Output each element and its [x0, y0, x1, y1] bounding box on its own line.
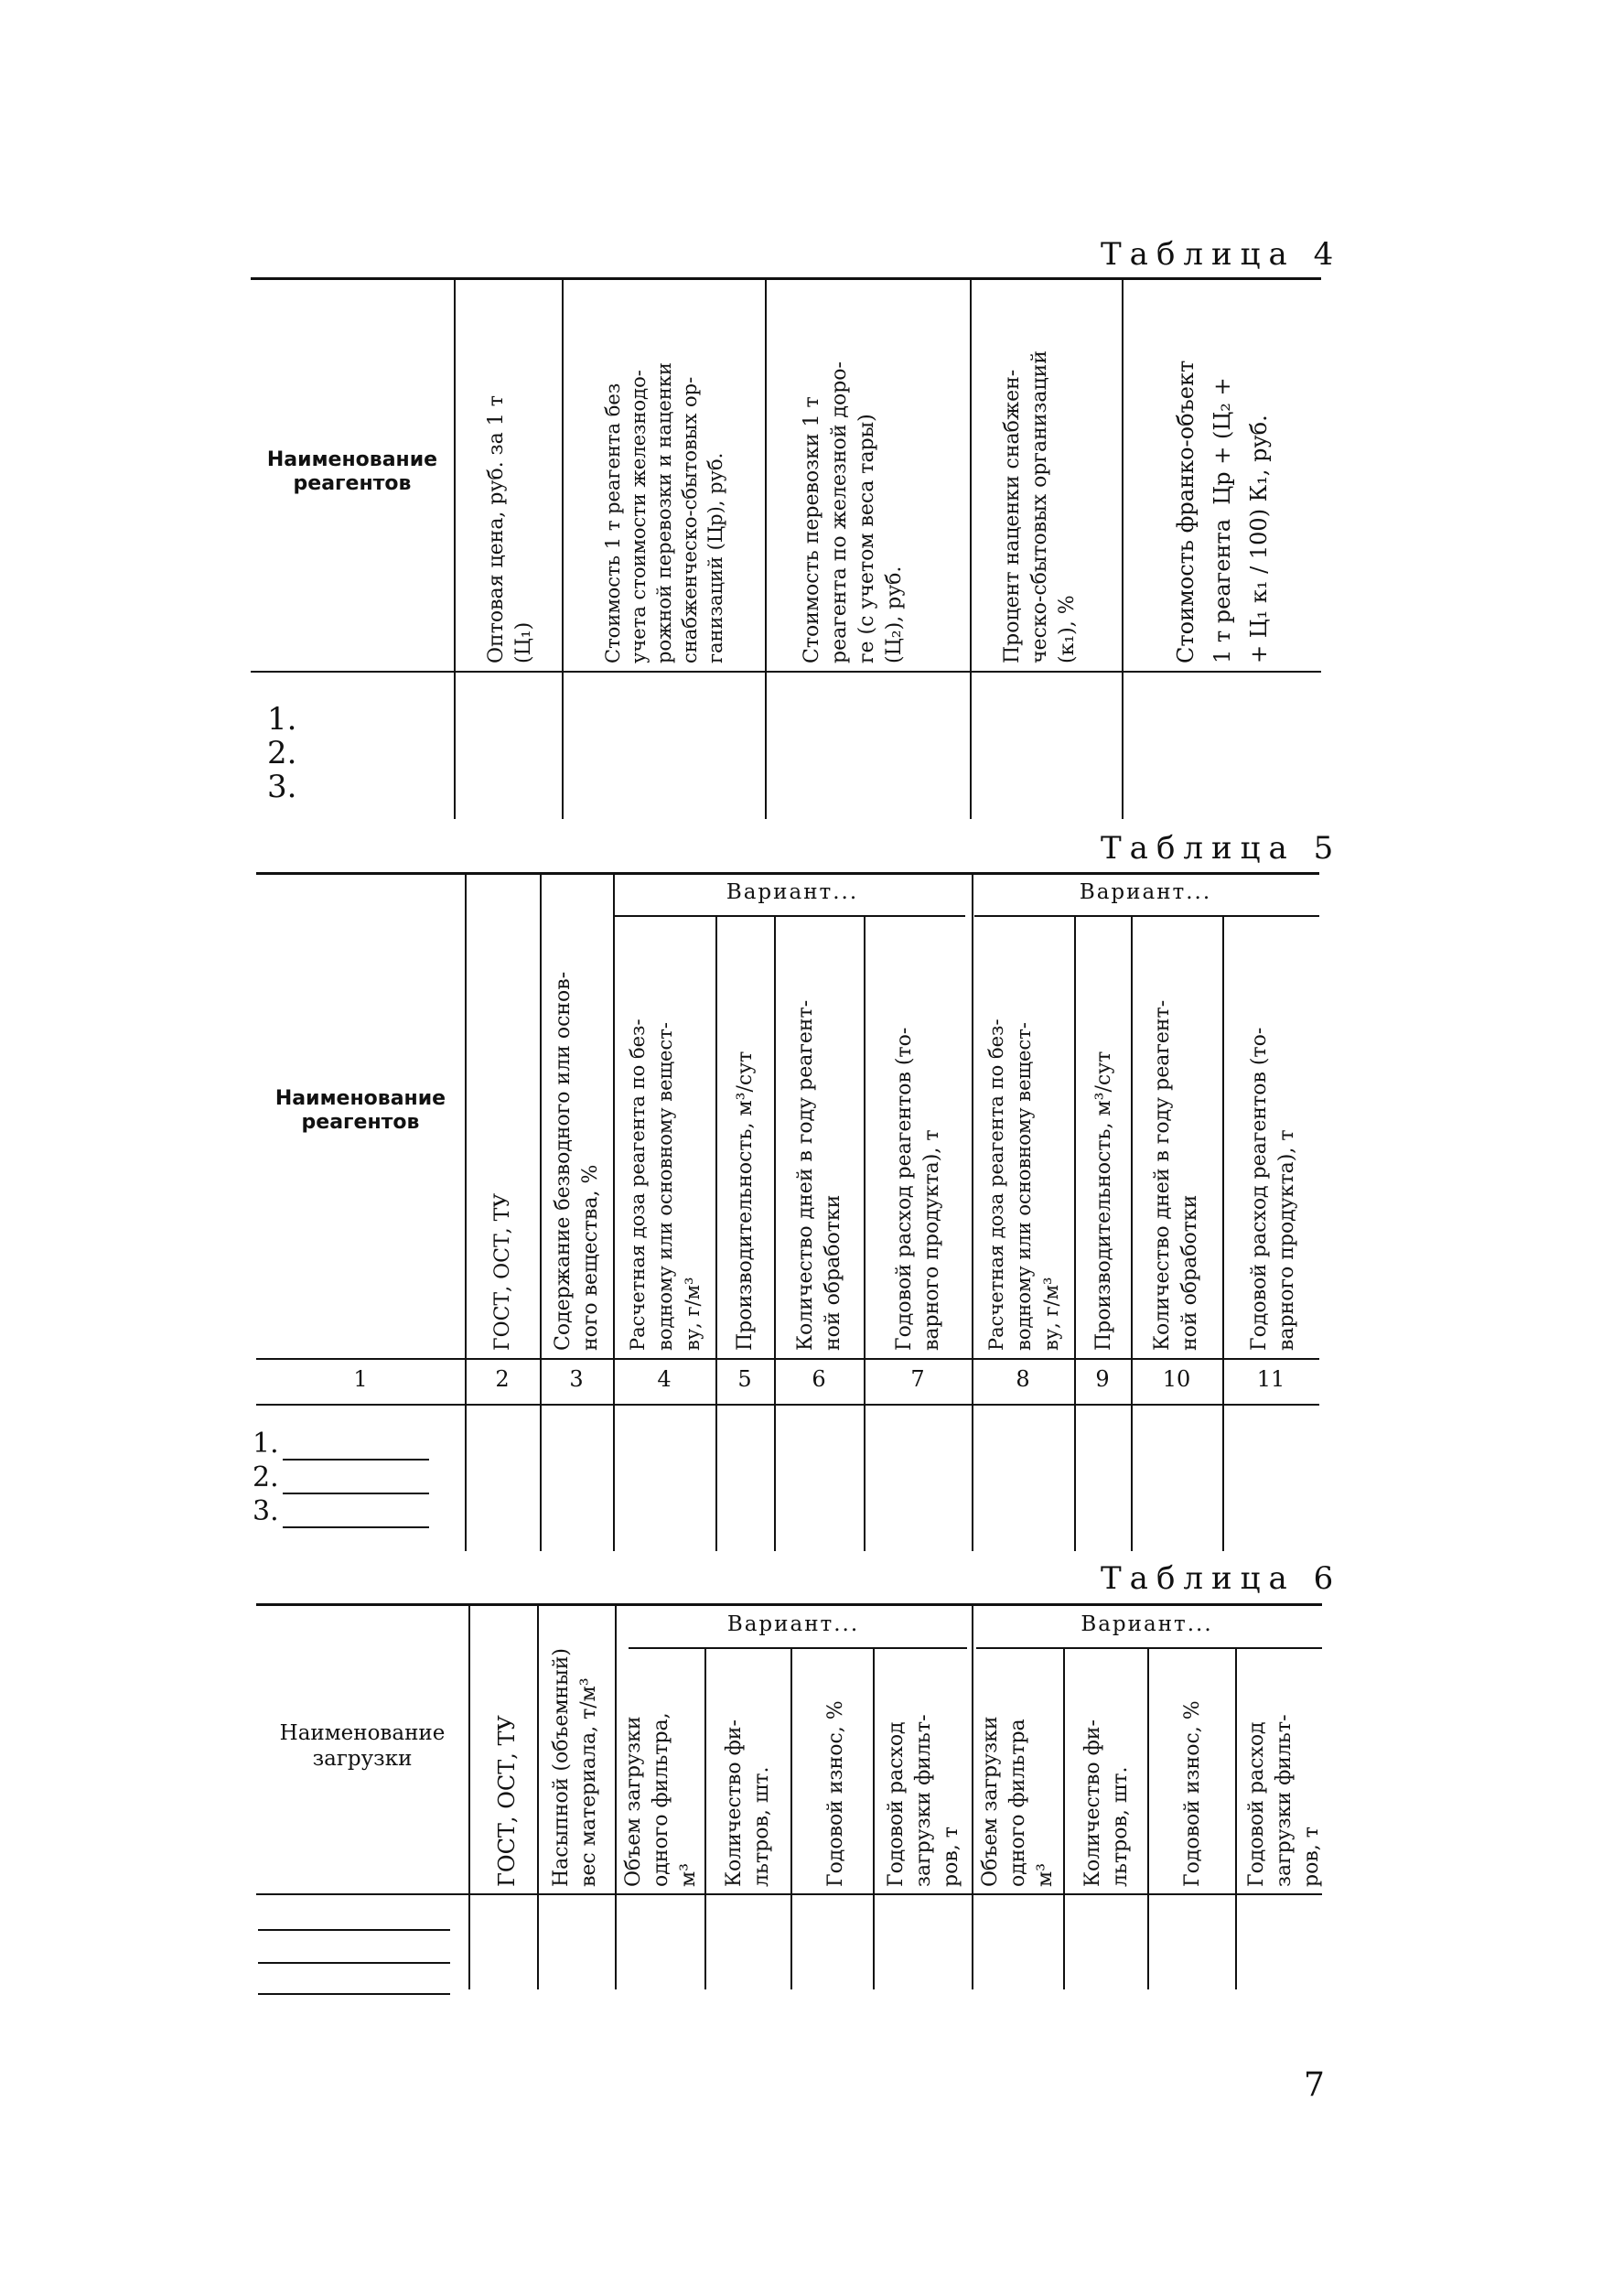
table5-divider [613, 874, 615, 1551]
table5-column-number: 8 [1016, 1366, 1030, 1392]
table4-col-markup-percent: Процент наценки снабжен- ческо-сбытовых организаций (к₁), % [1001, 350, 1079, 663]
table5-divider [774, 917, 776, 1551]
table5-variant-rule [613, 915, 965, 917]
table6-divider [873, 1649, 875, 1989]
table4-divider [970, 279, 972, 819]
table5-row-number: 3. [253, 1495, 429, 1528]
table4-name-header: Наименование реагентов [266, 448, 438, 495]
table6-col-annual-wear: Годовой износ, % [824, 1700, 847, 1887]
table6-col-filter-volume: Объем загрузки одного фильтра, м³ [622, 1712, 700, 1887]
table5-column-number: 2 [495, 1366, 510, 1392]
table5-col-capacity: Производительность, м³/сут [734, 1051, 757, 1351]
table6-name-header: Наименование загрузки [279, 1721, 446, 1771]
table5-column-number: 1 [353, 1366, 368, 1392]
table5-divider [1131, 917, 1133, 1551]
table6-col-gost: ГОСТ, ОСТ, ТУ [494, 1715, 520, 1887]
table5-top-rule [256, 872, 1319, 875]
table5-variant-rule [974, 915, 1319, 917]
table5-col-dose: Расчетная доза реагента по без- водному или основному вещест- ву, г/м³ [985, 1019, 1062, 1351]
table4-row-number: 3. [267, 769, 297, 805]
table5-column-number: 5 [737, 1366, 752, 1392]
table6-col-filter-count: Количество фи- льтров, шт. [1081, 1719, 1132, 1887]
table5-name-header: Наименование реагентов [274, 1087, 446, 1134]
table4-col-delivered-cost: Стоимость франко-объект 1 т реагента Цр + (Ц₂ + + Ц₁ к₁ / 100) К₁, руб. [1173, 360, 1272, 663]
table6-divider [790, 1649, 792, 1989]
table5-col-annual-use: Годовой расход реагентов (то- варного продукта), т [1248, 1027, 1298, 1351]
table6-col-annual-load-use: Годовой расход загрузки фильт- ров, т [885, 1714, 962, 1887]
table4-divider [765, 279, 767, 819]
table5-caption: Таблица 5 [1101, 830, 1342, 867]
table6-header-rule [256, 1893, 1322, 1895]
table5-column-number: 6 [812, 1366, 826, 1392]
table6-blank-line [258, 1929, 450, 1931]
table5-variant-label: Вариант... [726, 880, 859, 904]
table5-divider [540, 874, 542, 1551]
table4-divider [1122, 279, 1124, 819]
table6-blank-line [258, 1993, 450, 1995]
table5-column-number: 10 [1162, 1366, 1191, 1392]
table6-divider [468, 1605, 470, 1989]
table5-row-number: 1. [253, 1428, 429, 1461]
table6-divider [1235, 1649, 1237, 1989]
table5-col-annual-use: Годовой расход реагентов (то- варного продукта), т [893, 1027, 943, 1351]
table5-divider [715, 917, 717, 1551]
table4-top-rule [251, 277, 1321, 280]
table5-divider [1222, 917, 1224, 1551]
table4-col-wholesale-price: Оптовая цена, руб. за 1 т (Ц₁) [485, 395, 535, 663]
table6-top-rule [256, 1603, 1322, 1606]
table5-variant-label: Вариант... [1079, 880, 1212, 904]
table6-divider [704, 1649, 706, 1989]
table6-divider [1147, 1649, 1149, 1989]
table4-header-rule [251, 671, 1321, 673]
table4-col-transport-cost: Стоимость перевозки 1 т реагента по железной доро- ге (с учетом веса тары) (Ц₂), руб. [801, 361, 906, 663]
page-number: 7 [1304, 2066, 1325, 2104]
table4-col-cost-excl-transport: Стоимость 1 т реагента без учета стоимости железнодо- рожной перевозки и наценки снабженческо-сбытовых ор- ганизаций (Цр), руб. [602, 362, 726, 663]
table6-variant-label: Вариант... [1081, 1612, 1213, 1636]
table5-divider [972, 874, 973, 1551]
table5-col-days: Количество дней в году реагент- ной обработки [1151, 999, 1201, 1351]
table6-col-filter-count: Количество фи- льтров, шт. [723, 1719, 773, 1887]
table4-divider [562, 279, 564, 819]
table6-col-filter-volume: Объем загрузки одного фильтра м³ [979, 1716, 1057, 1887]
table5-header-rule [256, 1358, 1319, 1360]
table6-blank-line [258, 1962, 450, 1964]
table5-column-number: 3 [569, 1366, 584, 1392]
table5-col-content: Содержание безводного или основ- ного вещества, % [552, 971, 602, 1351]
table6-variant-rule [976, 1647, 1322, 1649]
table5-divider [465, 874, 467, 1551]
table6-divider [615, 1605, 617, 1989]
table5-column-number: 4 [657, 1366, 672, 1392]
table4-divider [454, 279, 456, 819]
table5-column-number: 11 [1256, 1366, 1285, 1392]
table6-variant-rule [629, 1647, 967, 1649]
table5-col-days: Количество дней в году реагент- ной обработки [794, 999, 844, 1351]
table5-column-number: 9 [1095, 1366, 1110, 1392]
table6-col-density: Насыпной (объемный) вес материала, т/м³ [550, 1648, 600, 1887]
table5-col-gost: ГОСТ, ОСТ, ТУ [491, 1192, 514, 1351]
table5-divider [1074, 917, 1076, 1551]
table6-caption: Таблица 6 [1101, 1560, 1342, 1597]
table5-column-number: 7 [910, 1366, 925, 1392]
table5-number-rule [256, 1404, 1319, 1406]
table6-divider [972, 1605, 973, 1989]
table6-divider [537, 1605, 539, 1989]
table4-row-number: 1. [267, 701, 297, 738]
table6-divider [1063, 1649, 1065, 1989]
table6-col-annual-wear: Годовой износ, % [1181, 1700, 1204, 1887]
table6-col-annual-load-use: Годовой расход загрузки фильт- ров, т [1245, 1714, 1323, 1887]
table5-divider [864, 917, 866, 1551]
table5-col-capacity: Производительность, м³/сут [1092, 1051, 1115, 1351]
table5-row-number: 2. [253, 1461, 429, 1494]
table6-variant-label: Вариант... [726, 1612, 860, 1636]
table4-caption: Таблица 4 [1101, 236, 1342, 273]
table4-row-number: 2. [267, 735, 297, 771]
table5-col-dose: Расчетная доза реагента по без- водному или основному вещест- ву, г/м³ [627, 1019, 704, 1351]
